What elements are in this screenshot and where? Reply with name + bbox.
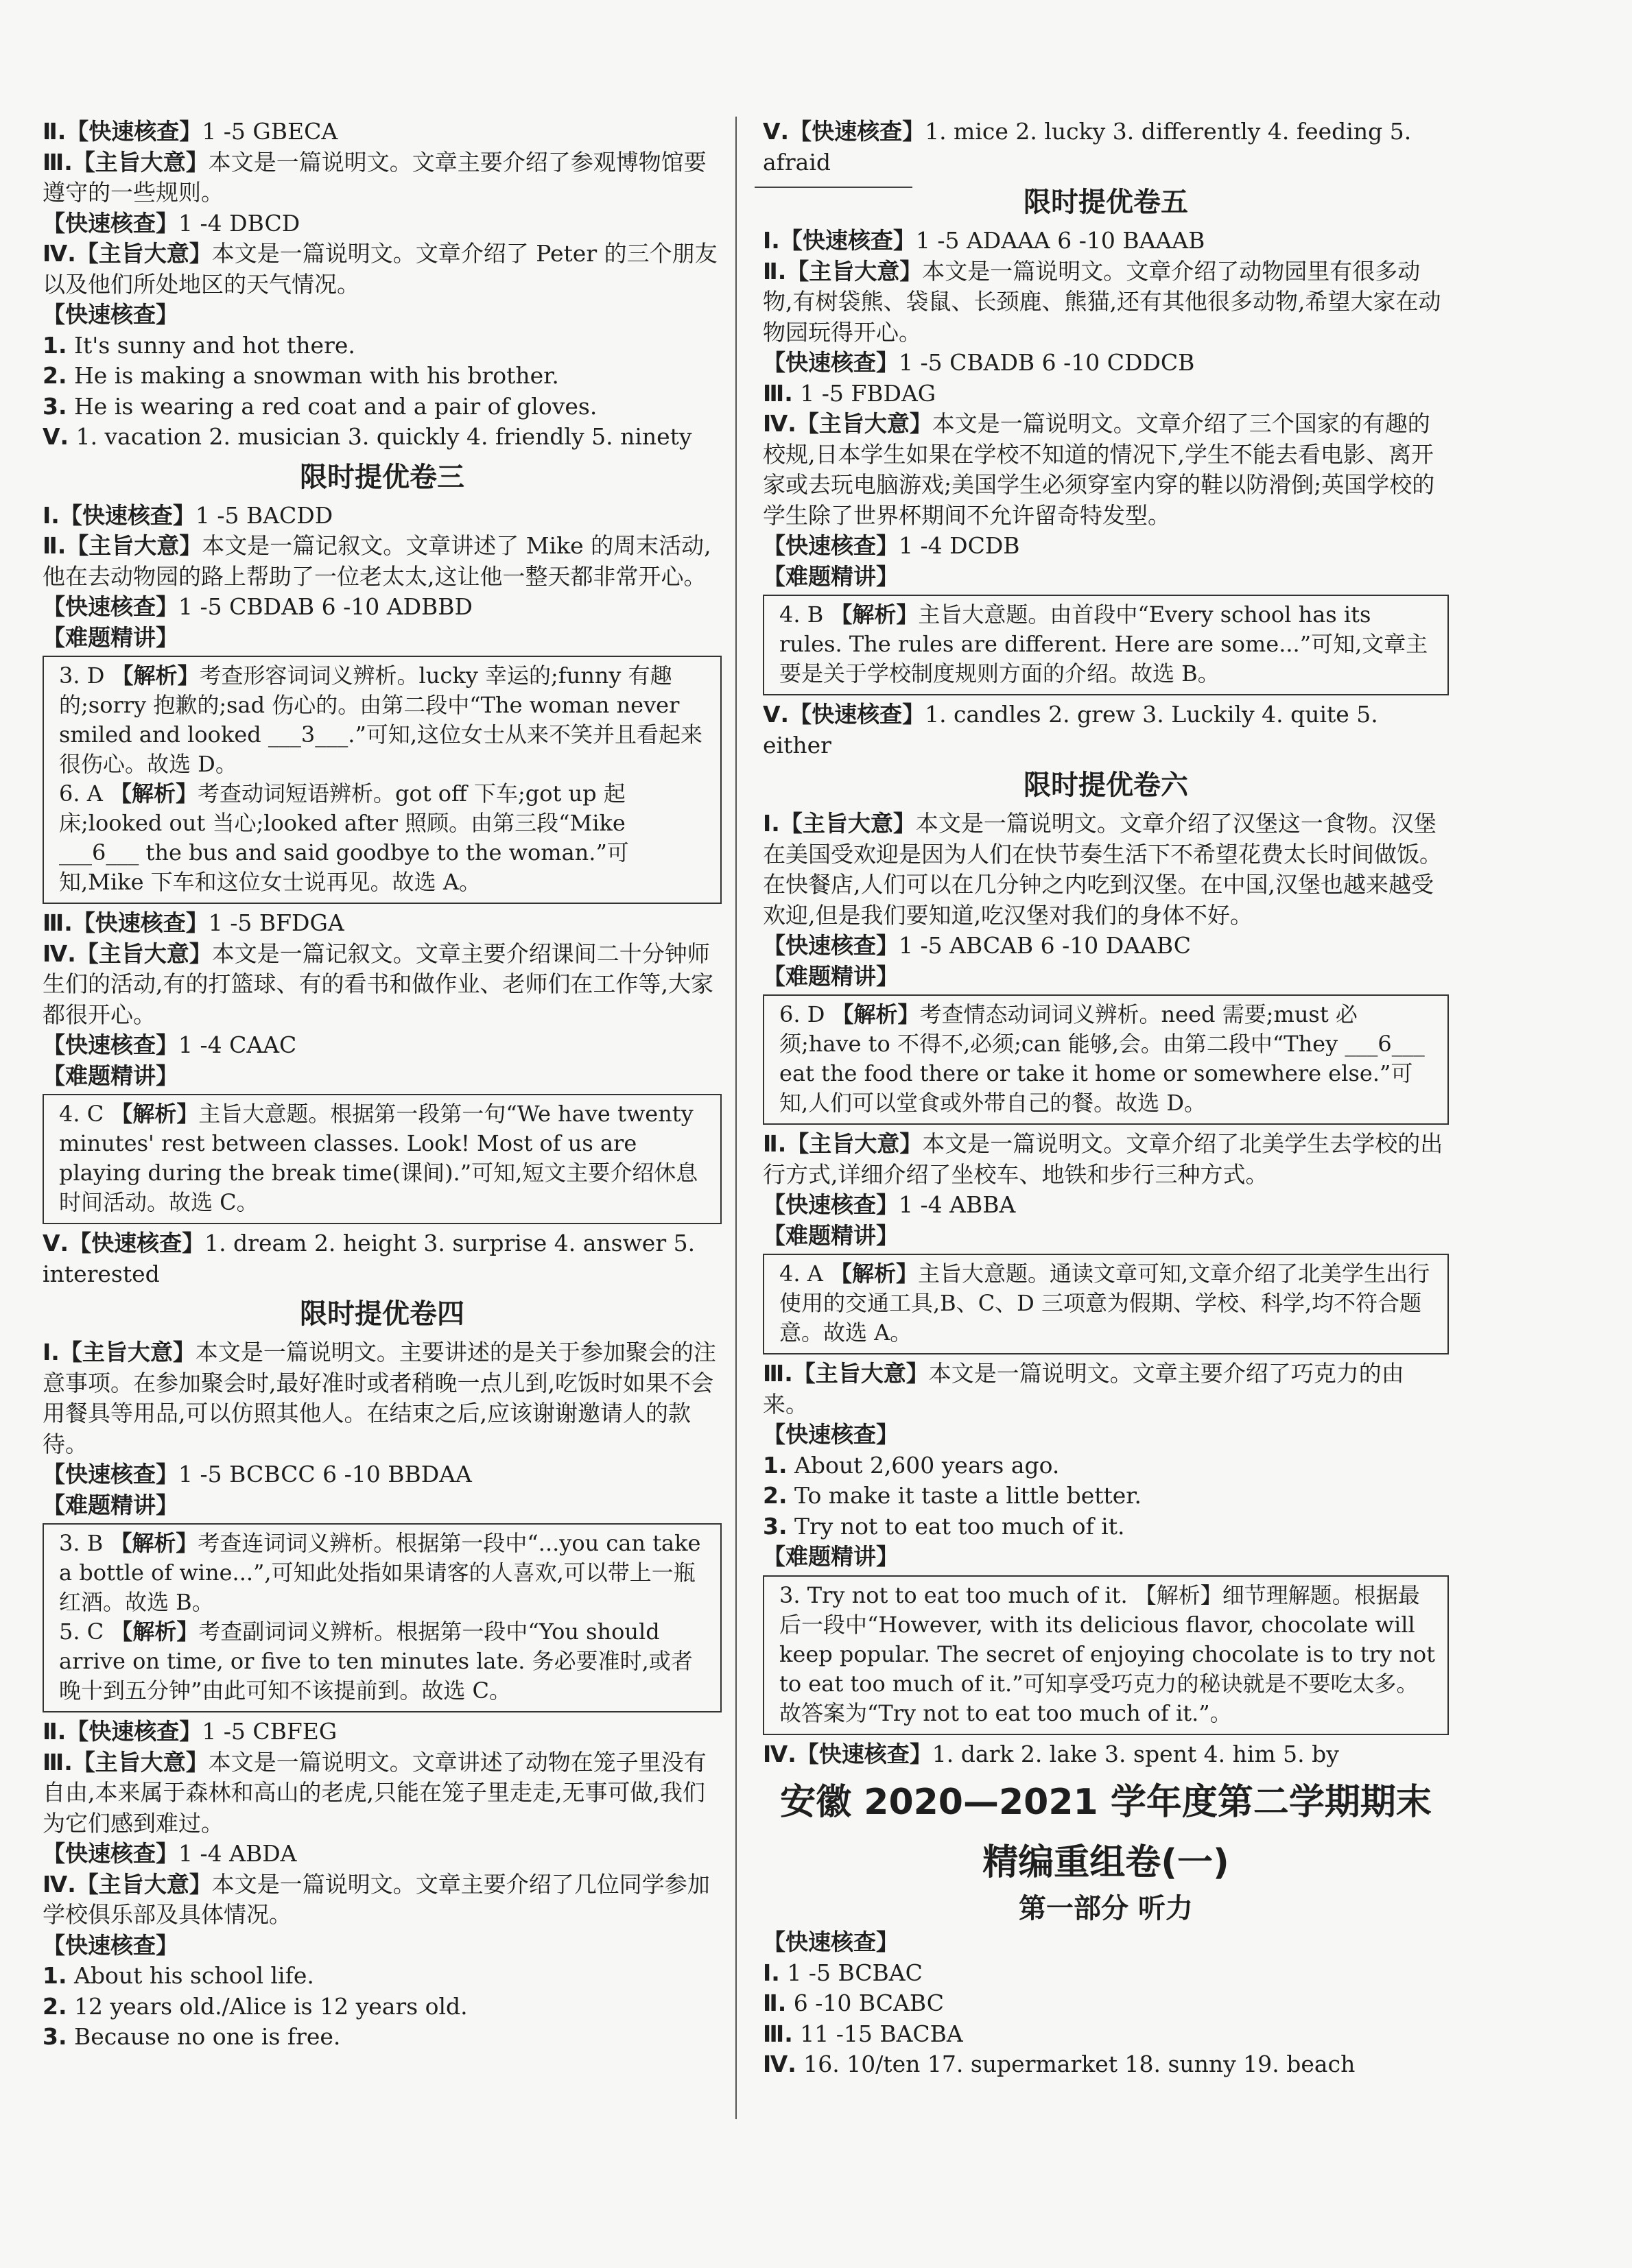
answer-line bbox=[763, 1420, 1449, 1451]
analysis-text: 考查形容词词义辨析。lucky 幸运的;funny 有趣的;sorry 抱歉的;sad 伤心的。由第二段中“The woman never smiled and looked ___3___.”可知,这位女士从来不笑并且看起来很伤心。故选 D。 bbox=[59, 663, 702, 777]
explanation-item bbox=[59, 1617, 711, 1706]
answer-text: 本文是一篇说明文。文章主要介绍了几位同学参加学校俱乐部及具体情况。 bbox=[43, 1870, 710, 1928]
section-label: Ⅱ. bbox=[763, 1990, 787, 2016]
answer-line bbox=[763, 1359, 1449, 1420]
analysis-label: 【解析】 bbox=[111, 663, 200, 689]
part-title: 第一部分 听力 bbox=[1019, 1893, 1193, 1924]
answer-text: 1 -4 DCDB bbox=[899, 532, 1020, 559]
answer-line bbox=[43, 1747, 722, 1839]
answer-line bbox=[763, 700, 1449, 761]
section-label: Ⅴ.【快速核查】 bbox=[763, 701, 925, 728]
answer-line bbox=[43, 1961, 722, 1992]
section-label: 【快速核查】 bbox=[43, 593, 178, 620]
right-column bbox=[763, 117, 1449, 2080]
section-label: Ⅲ.【快速核查】 bbox=[43, 909, 209, 936]
section-label: 【快速核查】 bbox=[43, 1031, 178, 1058]
analysis-text: 考查情态动词词义辨析。need 需要;must 必须;have to 不得不,必须;can 能够,会。由第二段中“They ___6___ eat the food there or take it home or somewhere else.”可知,人们可以堂食或外带自己的餐。故选 D。 bbox=[779, 1001, 1425, 1116]
answer-line bbox=[763, 1988, 1449, 2019]
answer-text: 本文是一篇说明文。文章介绍了 Peter 的三个朋友以及他们所处地区的天气情况。 bbox=[43, 240, 718, 298]
answer-line bbox=[763, 2019, 1449, 2050]
section-label: 【快速核查】 bbox=[763, 1929, 899, 1955]
explanation-item bbox=[779, 600, 1438, 689]
answer-line bbox=[43, 1228, 722, 1289]
answer-line bbox=[763, 256, 1449, 348]
answer-line bbox=[43, 422, 722, 453]
section-label: Ⅱ.【主旨大意】 bbox=[763, 257, 923, 285]
explanation-box bbox=[43, 1523, 722, 1712]
answer-line bbox=[43, 1459, 722, 1490]
section-heading: 限时提优卷四 bbox=[300, 1298, 464, 1330]
answer-text: 1. dark 2. lake 3. spent 4. him 5. by bbox=[932, 1740, 1339, 1767]
section-label: 【快速核查】 bbox=[43, 1931, 178, 1959]
answer-line bbox=[763, 409, 1449, 531]
explanation-box bbox=[763, 994, 1449, 1125]
section-label: Ⅱ.【快速核查】 bbox=[43, 118, 202, 145]
answer-line bbox=[763, 962, 1449, 992]
answer-text: 11 -15 BACBA bbox=[792, 2020, 963, 2047]
answer-text: 1 -4 CAAC bbox=[178, 1031, 297, 1058]
left-column bbox=[43, 117, 722, 2053]
section-label: 【快速核查】 bbox=[763, 349, 899, 376]
section-label: Ⅳ. bbox=[763, 2051, 796, 2077]
explanation-item bbox=[779, 1581, 1438, 1728]
answer-line bbox=[763, 1542, 1449, 1573]
answer-text: He is making a snowman with his brother. bbox=[67, 362, 559, 389]
answer-line bbox=[43, 531, 722, 592]
answer-line bbox=[43, 1992, 722, 2022]
answer-text: 1 -5 BACDD bbox=[195, 501, 333, 529]
answer-text: About 2,600 years ago. bbox=[787, 1451, 1060, 1479]
question-number: 4. A bbox=[779, 1261, 823, 1287]
section-label: 3. bbox=[43, 2023, 67, 2050]
section-label: 【难题精讲】 bbox=[43, 623, 178, 651]
analysis-text: Try not to eat too much of it. 【解析】细节理解题。根据最后一段中“However, with its delicious flavor, chocolate will keep popular. The secret of enjoying chocolate is to try not to eat too much of it.”可知享受巧克力的秘诀就是不要吃太多。故答案为“Try not to eat too much of it.”。 bbox=[779, 1581, 1435, 1726]
section-label: 【难题精讲】 bbox=[43, 1062, 178, 1089]
section-label: Ⅰ.【主旨大意】 bbox=[763, 810, 916, 837]
answer-text: 本文是一篇记叙文。文章讲述了 Mike 的周末活动,他在去动物园的路上帮助了一位老太太,这让他一整天都非常开心。 bbox=[43, 532, 711, 590]
explanation-box bbox=[763, 1575, 1449, 1735]
answer-text: 本文是一篇说明文。文章讲述了动物在笼子里没有自由,本来属于森林和高山的老虎,只能在笼子里走走,无事可做,我们为它们感到难过。 bbox=[43, 1748, 707, 1837]
section-label: 2. bbox=[43, 362, 67, 389]
answer-line bbox=[763, 1190, 1449, 1221]
section-label: Ⅳ.【主旨大意】 bbox=[43, 240, 212, 267]
question-number: 3. bbox=[779, 1581, 801, 1608]
analysis-label: 【解析】 bbox=[110, 1530, 198, 1556]
answer-text: 1 -5 FBDAG bbox=[792, 379, 936, 407]
section-label: Ⅲ. bbox=[763, 379, 793, 407]
section-heading: 限时提优卷五 bbox=[1024, 187, 1188, 218]
answer-text: 1 -5 BCBCC 6 -10 BBDAA bbox=[178, 1461, 472, 1488]
section-label: Ⅱ.【主旨大意】 bbox=[43, 532, 202, 559]
answer-line bbox=[43, 1337, 722, 1459]
answer-text: 1. dream 2. height 3. surprise 4. answer 5. interested bbox=[43, 1230, 696, 1287]
answer-text: About his school life. bbox=[67, 1962, 314, 1989]
analysis-label: 【解析】 bbox=[830, 601, 919, 628]
section-label: Ⅱ.【快速核查】 bbox=[43, 1718, 202, 1745]
answer-text: 1 -5 CBADB 6 -10 CDDCB bbox=[899, 349, 1195, 376]
section-label: Ⅴ. bbox=[43, 423, 69, 450]
section-label: Ⅲ.【主旨大意】 bbox=[43, 1748, 209, 1776]
analysis-text: 考查连词词义辨析。根据第一段中“...you can take a bottle of wine...”,可知此处指如果请客的人喜欢,可以带上一瓶红酒。故选 B。 bbox=[59, 1530, 701, 1615]
answer-line bbox=[763, 1129, 1449, 1190]
explanation-box bbox=[763, 595, 1449, 695]
answer-line bbox=[43, 1030, 722, 1061]
section-label: Ⅴ.【快速核查】 bbox=[763, 118, 925, 145]
analysis-text: 考查副词词义辨析。根据第一段中“You should arrive on time, or five to ten minutes late. 务必要准时,或者晚十到五分钟”由此可知不该提前到。故选 C。 bbox=[59, 1619, 693, 1704]
answer-text: 本文是一篇说明文。文章介绍了汉堡这一食物。汉堡在美国受欢迎是因为人们在快节奏生活下不希望花费太长时间做饭。在快餐店,人们可以在几分钟之内吃到汉堡。在中国,汉堡也越来越受欢迎,但是我们要知道,吃汉堡对我们的身体不好。 bbox=[763, 810, 1442, 929]
explanation-item bbox=[59, 1529, 711, 1617]
answer-line bbox=[763, 1481, 1449, 1512]
answer-line bbox=[43, 239, 722, 300]
answer-text: 1 -5 CBFEG bbox=[202, 1718, 338, 1745]
answer-text: 1 -5 BFDGA bbox=[208, 909, 344, 936]
answer-line bbox=[763, 2049, 1449, 2080]
explanation-item bbox=[59, 1099, 711, 1217]
section-label: Ⅲ.【主旨大意】 bbox=[763, 1360, 929, 1387]
answer-line bbox=[763, 1451, 1449, 1481]
explanation-box bbox=[43, 656, 722, 904]
analysis-label: 【解析】 bbox=[829, 1261, 918, 1287]
answer-text: 1 -5 ADAAA 6 -10 BAAAB bbox=[915, 227, 1205, 254]
answer-line bbox=[43, 1931, 722, 1961]
exam-title: 安徽 2020—2021 学年度第二学期期末 bbox=[780, 1782, 1432, 1823]
answer-text: 6 -10 BCABC bbox=[786, 1990, 944, 2016]
answer-text: 1 -4 ABDA bbox=[178, 1840, 297, 1867]
answer-line bbox=[43, 939, 722, 1031]
column-divider bbox=[735, 117, 737, 2119]
analysis-label: 【解析】 bbox=[831, 1001, 920, 1027]
answer-text: 12 years old./Alice is 12 years old. bbox=[67, 1992, 468, 2020]
answer-line bbox=[763, 1221, 1449, 1252]
answer-text: 1 -5 BCBAC bbox=[779, 1959, 923, 1986]
question-number: 4. B bbox=[779, 601, 824, 628]
section-label: Ⅲ.【主旨大意】 bbox=[43, 148, 209, 176]
section-label: Ⅳ.【快速核查】 bbox=[763, 1740, 932, 1767]
section-label: Ⅰ. bbox=[763, 1959, 780, 1986]
section-label: 【难题精讲】 bbox=[43, 1491, 178, 1518]
answer-line bbox=[43, 1490, 722, 1521]
section-label: Ⅴ.【快速核查】 bbox=[43, 1230, 205, 1256]
question-number: 4. C bbox=[59, 1101, 104, 1127]
answer-line bbox=[763, 348, 1449, 379]
answer-line bbox=[43, 331, 722, 361]
answer-text: 1 -5 ABCAB 6 -10 DAABC bbox=[899, 932, 1191, 959]
answer-line bbox=[43, 623, 722, 654]
explanation-item bbox=[779, 1259, 1438, 1348]
answer-line bbox=[43, 392, 722, 422]
answer-text: 1 -4 DBCD bbox=[178, 209, 300, 237]
answer-line bbox=[43, 2022, 722, 2053]
answer-text: He is wearing a red coat and a pair of gloves. bbox=[67, 392, 598, 420]
section-label: Ⅲ. bbox=[763, 2020, 793, 2047]
explanation-item bbox=[59, 661, 711, 779]
section-label: 【快速核查】 bbox=[763, 1421, 899, 1448]
answer-text: To make it taste a little better. bbox=[787, 1482, 1142, 1509]
section-label: Ⅳ.【主旨大意】 bbox=[763, 410, 932, 437]
analysis-label: 【解析】 bbox=[110, 1619, 199, 1645]
analysis-text: 考查动词短语辨析。got off 下车;got up 起床;looked out 当心;looked after 照顾。由第三段“Mike ___6___ the bus and said goodbye to the woman.”可知,Mike 下车和这位女士说再见。故选 A。 bbox=[59, 780, 629, 895]
section-heading: 限时提优卷三 bbox=[300, 461, 464, 493]
section-label: 【快速核查】 bbox=[763, 1191, 899, 1218]
answer-text: Because no one is free. bbox=[67, 2023, 341, 2050]
answer-line bbox=[43, 1870, 722, 1931]
answer-text: 本文是一篇说明文。文章介绍了三个国家的有趣的校规,日本学生如果在学校不知道的情况下,学生不能去看电影、离开家或去玩电脑游戏;美国学生必须穿室内穿的鞋以防滑倒;英国学校的学生除了世界杯期间不允许留奇特发型。 bbox=[763, 410, 1435, 529]
answer-text: 1 -4 ABBA bbox=[899, 1191, 1016, 1218]
answer-line bbox=[763, 1739, 1449, 1770]
answer-line bbox=[43, 300, 722, 331]
section-label: 【快速核查】 bbox=[763, 932, 899, 959]
answer-line bbox=[43, 147, 722, 208]
answer-text: 1. mice 2. lucky 3. differently 4. feeding 5. afraid bbox=[763, 118, 1412, 176]
answer-line bbox=[763, 1927, 1449, 1958]
section-label: Ⅱ.【主旨大意】 bbox=[763, 1130, 923, 1157]
answer-text: Try not to eat too much of it. bbox=[787, 1512, 1125, 1540]
answer-line bbox=[763, 562, 1449, 593]
answer-line bbox=[763, 931, 1449, 962]
answer-text: 本文是一篇说明文。文章主要介绍了巧克力的由来。 bbox=[763, 1360, 1404, 1418]
answer-line bbox=[43, 1717, 722, 1747]
answer-line bbox=[43, 1061, 722, 1092]
answer-line bbox=[763, 117, 1449, 178]
explanation-item bbox=[779, 1000, 1438, 1118]
answer-text: 本文是一篇说明文。文章主要介绍了参观博物馆要遵守的一些规则。 bbox=[43, 148, 707, 206]
explanation-box bbox=[763, 1254, 1449, 1354]
section-label: Ⅳ.【主旨大意】 bbox=[43, 940, 212, 967]
analysis-label: 【解析】 bbox=[110, 1101, 199, 1127]
question-number: 3. D bbox=[59, 663, 105, 689]
section-label: 【难题精讲】 bbox=[763, 1543, 899, 1570]
analysis-text: 主旨大意题。由首段中“Every school has its rules. The rules are different. Here are some...”可知,文章主要是关于学校制度规则方面的介绍。故选 B。 bbox=[779, 601, 1428, 687]
section-label: 【快速核查】 bbox=[43, 301, 178, 328]
answer-line bbox=[763, 379, 1449, 409]
answer-line bbox=[43, 361, 722, 392]
answer-text: 本文是一篇说明文。主要讲述的是关于参加聚会的注意事项。在参加聚会时,最好准时或者稍晚一点儿到,吃饭时如果不会用餐具等用品,可以仿照其他人。在结束之后,应该谢谢邀请人的款待。 bbox=[43, 1339, 716, 1457]
answer-line bbox=[43, 592, 722, 623]
section-label: 1. bbox=[43, 1962, 67, 1989]
analysis-text: 主旨大意题。通读文章可知,文章介绍了北美学生出行使用的交通工具,B、C、D 三项意为假期、学校、科学,均不符合题意。故选 A。 bbox=[779, 1261, 1430, 1346]
analysis-text: 主旨大意题。根据第一段第一句“We have twenty minutes' rest between classes. Look! Most of us are playing during the break time(课间).”可知,短文主要介绍休息时间活动。故选 C。 bbox=[59, 1101, 698, 1215]
section-label: 3. bbox=[763, 1512, 788, 1540]
answer-line bbox=[43, 908, 722, 939]
section-label: 【难题精讲】 bbox=[763, 562, 899, 590]
answer-line bbox=[43, 501, 722, 532]
answer-text: 本文是一篇记叙文。文章主要介绍课间二十分钟师生们的活动,有的打篮球、有的看书和做作业、老师们在工作等,大家都很开心。 bbox=[43, 940, 713, 1028]
analysis-label: 【解析】 bbox=[109, 780, 198, 807]
answer-line bbox=[763, 1512, 1449, 1542]
answer-text: 1 -5 GBECA bbox=[202, 118, 338, 145]
section-label: 【快速核查】 bbox=[43, 1840, 178, 1867]
answer-text: 1. vacation 2. musician 3. quickly 4. friendly 5. ninety bbox=[69, 423, 692, 450]
section-label: 3. bbox=[43, 392, 67, 420]
question-number: 6. A bbox=[59, 780, 103, 807]
answer-text: 本文是一篇说明文。文章介绍了北美学生去学校的出行方式,详细介绍了坐校车、地铁和步行三种方式。 bbox=[763, 1130, 1443, 1188]
answer-text: 1 -5 CBDAB 6 -10 ADBBD bbox=[178, 593, 473, 620]
answer-line bbox=[763, 226, 1449, 256]
section-label: 【难题精讲】 bbox=[763, 962, 899, 990]
section-label: Ⅰ.【快速核查】 bbox=[763, 227, 916, 254]
explanation-item bbox=[59, 779, 711, 897]
section-label: 【难题精讲】 bbox=[763, 1221, 899, 1249]
answer-line bbox=[763, 531, 1449, 562]
section-label: Ⅰ.【主旨大意】 bbox=[43, 1339, 196, 1365]
answer-text: 16. 10/ten 17. supermarket 18. sunny 19. beach bbox=[796, 2051, 1356, 2077]
section-label: 1. bbox=[763, 1451, 788, 1479]
answer-line bbox=[763, 809, 1449, 931]
question-number: 6. D bbox=[779, 1001, 825, 1027]
answer-line bbox=[43, 1839, 722, 1870]
question-number: 3. B bbox=[59, 1530, 104, 1556]
exam-title: 精编重组卷(一) bbox=[982, 1842, 1229, 1883]
section-label: 2. bbox=[43, 1992, 67, 2020]
answer-text: 本文是一篇说明文。文章介绍了动物园里有很多动物,有树袋熊、袋鼠、长颈鹿、熊猫,还有其他很多动物,希望大家在动物园玩得开心。 bbox=[763, 257, 1441, 346]
question-number: 5. C bbox=[59, 1619, 104, 1645]
section-label: 【快速核查】 bbox=[763, 532, 899, 559]
section-label: Ⅰ.【快速核查】 bbox=[43, 501, 196, 529]
explanation-box bbox=[43, 1094, 722, 1224]
answer-text: It's sunny and hot there. bbox=[67, 331, 355, 359]
section-label: 1. bbox=[43, 331, 67, 359]
section-label: 2. bbox=[763, 1482, 788, 1509]
answer-line bbox=[43, 208, 722, 239]
answer-text: 1. candles 2. grew 3. Luckily 4. quite 5. either bbox=[763, 701, 1378, 759]
answer-line bbox=[763, 1958, 1449, 1989]
answer-line bbox=[43, 117, 722, 147]
section-label: Ⅳ.【主旨大意】 bbox=[43, 1870, 212, 1898]
section-heading: 限时提优卷六 bbox=[1024, 769, 1188, 801]
section-label: 【快速核查】 bbox=[43, 1461, 178, 1488]
section-label: 【快速核查】 bbox=[43, 209, 178, 237]
